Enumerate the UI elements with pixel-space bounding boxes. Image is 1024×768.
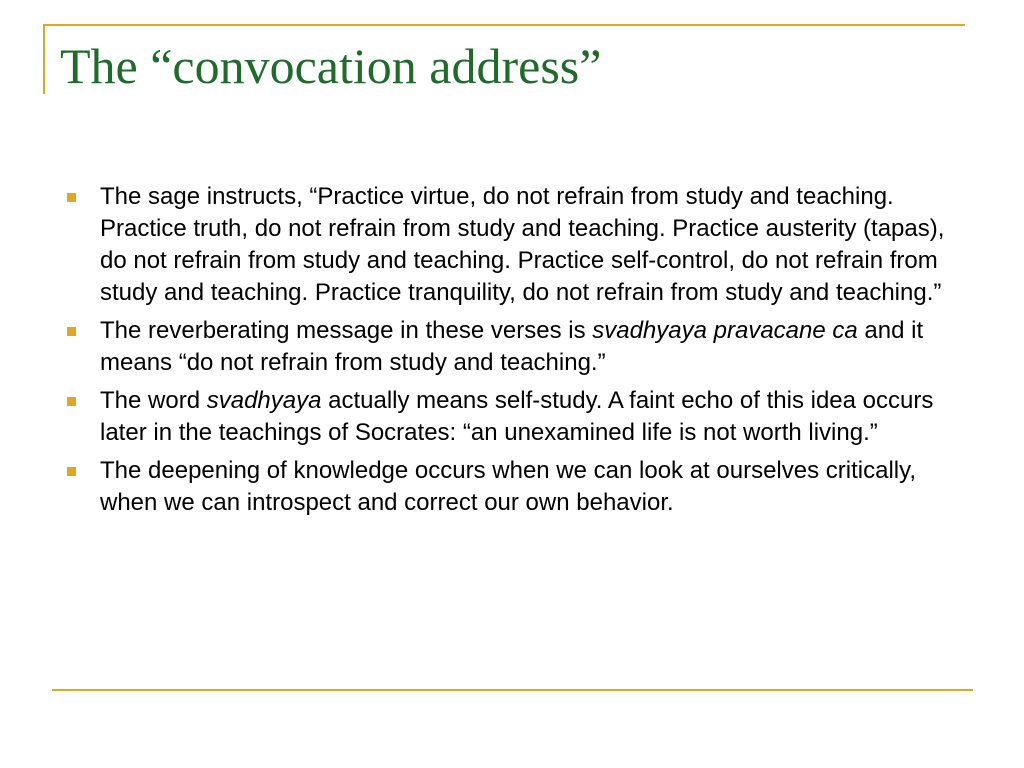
bullet-text-lead: The reverberating message in these verses is [100, 317, 593, 344]
bullet-item [60, 181, 970, 309]
bullet-item [60, 315, 970, 379]
frame-bottom-rule [52, 689, 973, 691]
bullet-item [60, 385, 970, 449]
frame-top-rule [43, 24, 965, 26]
bullet-text [100, 315, 970, 379]
bullet-text-tail: actually means self-study. A faint echo of this idea occurs later in the teachings of Socrates: “an unexamined life is not worth living.” [100, 387, 934, 446]
bullet-text [100, 385, 970, 449]
slide-title: The “convocation address” [60, 38, 602, 94]
sanskrit-term: svadhyaya pravacane ca [592, 317, 858, 344]
square-bullet-icon [67, 467, 76, 476]
square-bullet-icon [67, 327, 76, 336]
bullet-text-lead: The word [100, 387, 207, 414]
bullet-text: The sage instructs, “Practice virtue, do not refrain from study and teaching. Practice truth, do not refrain from study and teaching. Practice austerity (tapas), do not refrain from study and teaching. Practice self-control, do not refrain from study and teaching. Practice tranquility, do not refrain from study and teaching.” [100, 183, 945, 306]
bullet-text-tail: and it means “do not refrain from study and teaching.” [100, 317, 924, 376]
square-bullet-icon [67, 193, 76, 202]
bullet-item [60, 455, 970, 519]
bullet-list [60, 181, 970, 525]
frame-left-rule [43, 24, 45, 94]
bullet-text: The deepening of knowledge occurs when we can look at ourselves critically, when we can introspect and correct our own behavior. [100, 457, 916, 516]
square-bullet-icon [67, 397, 76, 406]
sanskrit-term: svadhyaya [206, 387, 322, 414]
